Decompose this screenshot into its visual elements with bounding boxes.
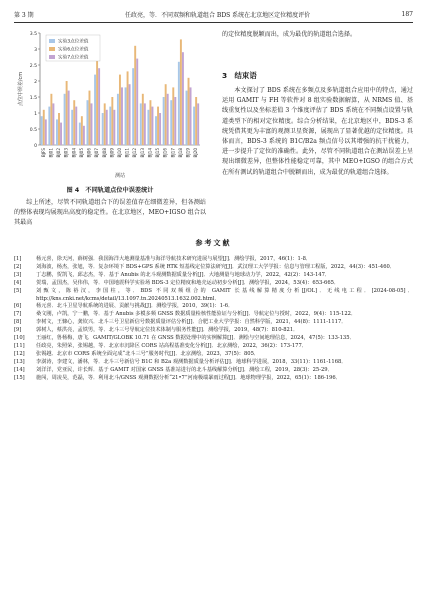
right-column-top xyxy=(222,30,413,40)
x-tick-label: BJ10 xyxy=(117,148,122,158)
running-header xyxy=(14,8,413,20)
reference-number: [3] xyxy=(14,271,22,278)
reference-item xyxy=(14,280,413,288)
x-tick-label: BJ08 xyxy=(101,148,107,158)
bar-BJ15-series-1 xyxy=(157,107,159,145)
bar-BJ11-series-1 xyxy=(127,71,129,145)
bar-BJ09-series-1 xyxy=(111,97,113,145)
bar-BJ06-series-2 xyxy=(91,103,93,145)
x-tick-label: BJ16 xyxy=(162,148,168,158)
bar-BJ16-series-2 xyxy=(167,94,169,145)
bar-BJ19-series-1 xyxy=(188,78,190,145)
y-axis-label: 点位中误差/cm xyxy=(18,71,24,107)
legend-entry: 实验6点位差值 xyxy=(58,47,89,53)
reference-number: [12] xyxy=(14,350,25,357)
bar-BJ08-series-1 xyxy=(104,103,106,145)
reference-number: [1] xyxy=(14,256,22,262)
bar-BJ17-series-1 xyxy=(172,87,174,145)
y-tick-label: 2 xyxy=(34,79,37,85)
issue-label: 第 3 期 xyxy=(14,11,34,19)
reference-item xyxy=(14,359,413,367)
bar-BJ07-series-2 xyxy=(98,68,100,145)
x-tick-label: BJ13 xyxy=(139,148,145,158)
bar-BJ18-series-2 xyxy=(182,52,184,145)
reference-list xyxy=(14,256,413,383)
bar-BJ09-series-2 xyxy=(113,110,115,145)
bar-BJ12-series-2 xyxy=(136,59,138,145)
reference-item xyxy=(14,288,413,304)
bar-BJ19-series-0 xyxy=(186,91,188,145)
reference-item xyxy=(14,367,413,375)
bar-BJ14-series-1 xyxy=(149,100,151,145)
figure-4 xyxy=(14,27,206,179)
bar-BJ14-series-2 xyxy=(151,107,153,145)
bar-BJ20-series-2 xyxy=(197,103,199,145)
bar-BJ04-series-1 xyxy=(73,100,75,145)
reference-text: 贺瑞，孟国杰，吴伟伟，等．中国地震科学实验场 BDS-3 定位精度和地壳运动初步分析[J]．测绘学报，2024，53(4)：653-665． xyxy=(36,279,340,286)
reference-number: [8] xyxy=(14,319,22,326)
bar-BJFS-series-2 xyxy=(45,119,47,145)
reference-item xyxy=(14,272,413,280)
x-tick-label: BJ07 xyxy=(94,148,100,158)
reference-text: 刘甄文，陈裕汉，李国柱，等．BDS 不同双频组合的 GAMIT 长基线解算精度分析[J/OL]．无线电工程．[2024-08-05]．http://kns.cnki.net/kcms/detail/13.1097.tn.20240513.1632.002.html． xyxy=(36,287,413,302)
y-tick-label: 3 xyxy=(34,47,37,53)
reference-text: 李澍涛，李建文，潘林，等．北斗三号新信号 B1C 和 B2a 观测数据质量分析评估[J]．地球科学进展，2018，33(11)：1161-1168． xyxy=(36,358,347,365)
section-3-title: 3 结束语 xyxy=(222,71,257,80)
bar-BJ16-series-0 xyxy=(163,97,165,145)
bar-BJ17-series-0 xyxy=(170,100,172,145)
reference-item xyxy=(14,375,413,383)
bar-BJ09-series-0 xyxy=(109,107,111,145)
bar-BJ20-series-0 xyxy=(193,107,195,145)
bar-BJ10-series-1 xyxy=(119,75,121,145)
y-tick-label: 1 xyxy=(34,111,37,117)
bar-BJ04-series-2 xyxy=(75,107,77,145)
x-tick-label: BJ17 xyxy=(170,148,176,158)
reference-text: 郭树人，蔡洪亮，孟铁男，等．北斗三号导航定位技术体制与服务性能[J]．测绘学报，2019，48(7)：810-821． xyxy=(36,327,299,334)
bar-BJ05-series-2 xyxy=(83,126,85,145)
reference-number: [13] xyxy=(14,358,25,365)
bar-BJ05-series-0 xyxy=(79,123,81,145)
y-tick-label: 0 xyxy=(34,143,37,149)
reference-number: [5] xyxy=(14,287,22,294)
bar-BJ01-series-1 xyxy=(50,94,52,145)
references-title: 参考文献 xyxy=(195,239,232,247)
x-tick-label: BJ15 xyxy=(155,148,161,158)
bar-BJ11-series-2 xyxy=(129,84,131,145)
x-tick-label: BJ14 xyxy=(147,148,153,158)
bar-BJ15-series-0 xyxy=(155,116,157,145)
reference-number: [9] xyxy=(14,327,22,334)
bar-BJ16-series-1 xyxy=(165,84,167,145)
bar-BJFS-series-1 xyxy=(43,110,45,145)
x-tick-label: BJ06 xyxy=(86,148,92,158)
left-paragraph: 综上所述，尽管不同轨道组合下的误差值存在细微差异，但各测站的整体表现均展现出高度的稳定性。在北京地区，MEO+IGSO 组合以其最高 xyxy=(14,199,206,227)
y-tick-label: 1.5 xyxy=(29,95,37,101)
reference-number: [6] xyxy=(14,303,22,310)
bar-BJ02-series-0 xyxy=(56,119,58,145)
x-tick-label: BJ01 xyxy=(48,148,54,158)
y-tick-label: 0.5 xyxy=(29,127,37,133)
bar-BJ13-series-0 xyxy=(140,103,142,145)
bar-BJ10-series-0 xyxy=(117,94,119,145)
bar-BJ06-series-0 xyxy=(86,100,88,145)
figure-caption: 图 4 不同轨道点位中误差统计 xyxy=(66,187,154,194)
bar-BJ17-series-2 xyxy=(174,97,176,145)
bar-BJ04-series-0 xyxy=(71,110,73,145)
x-tick-label: BJ04 xyxy=(71,148,77,158)
bar-BJ03-series-0 xyxy=(64,94,66,145)
header-rule xyxy=(14,22,413,23)
reference-item xyxy=(14,319,413,327)
x-tick-label: BJ02 xyxy=(56,148,62,158)
reference-text: 丁志鹏，贺凯飞，邱志杰，等．基于 Anubis 的北斗观测数据质量分析[J]．大地测量与地球动力学，2022，42(2)：143-147． xyxy=(36,271,331,278)
reference-text: 任政亮，朱照荣，张锡越，等．北京市沉降区 CORS 站高程基准变化分析[J]．北京测绘，2022，36(2)：173-177． xyxy=(36,342,307,349)
x-tick-label: BJ09 xyxy=(109,148,115,158)
bar-BJ20-series-1 xyxy=(195,97,197,145)
right-continuation: 的定位精度脱颖而出，成为最优的轨道组合选择。 xyxy=(222,31,357,38)
conclusion-paragraph: 本文探讨了 BDS 系统在多频点及多轨道组合应用中的特点，通过运用 GAMIT 与 FH 等软件对 8 组实验数据解算，从 NRMS 值、基线重复性以及坐标差值 3 个维度评估了 BDS 系统在不同频点设置与轨道类型下的相对定位精度。综合分析结果，在北京地区中，BDS-3 系统凭借其更为丰富的观测卫星资源，展现出了显著优越的定位精度。具体而言，BDS-3 系统的 B1C/B2a 频点信号以其增强的抗干扰能力，进一步提升了定位的准确性。此外，尽管不同轨道组合在测站误差上呈现出细微差异，但整体性能稳定可靠，其中 MEO+IGSO 的组合方式在所有测试的轨道组合中脱颖而出，成为最优的轨道组合选择。 xyxy=(222,87,413,176)
reference-number: [10] xyxy=(14,335,25,342)
x-tick-label: BJ11 xyxy=(124,148,130,158)
bar-BJ06-series-1 xyxy=(89,91,91,145)
bar-BJ14-series-0 xyxy=(147,110,149,145)
x-tick-label: BJ20 xyxy=(193,148,199,158)
reference-item xyxy=(14,264,413,272)
section-3-body xyxy=(222,86,413,178)
bar-BJ07-series-0 xyxy=(94,75,96,145)
reference-item xyxy=(14,351,413,359)
x-tick-label: BJFS xyxy=(40,148,46,158)
y-tick-label: 2.5 xyxy=(29,63,37,69)
bar-BJ12-series-0 xyxy=(132,68,134,145)
bar-BJ18-series-0 xyxy=(178,62,180,145)
running-title: 任政亮，等．不同双频和轨道组合 BDS 系统在北京地区定位精度评价 xyxy=(125,11,311,19)
reference-item xyxy=(14,335,413,343)
bar-BJ08-series-2 xyxy=(106,110,108,145)
left-column-text xyxy=(14,198,206,229)
reference-text: 刘洋洋，党亚民，许长辉．基于 GAMIT 对国家 GNSS 基准站进行的北斗基线解算分析[J]．测绘工程，2019，28(3)：25-29． xyxy=(36,366,333,373)
page-number: 187 xyxy=(401,10,413,18)
x-axis-label: 测站 xyxy=(114,173,126,179)
reference-text: 王丽红，鲁杨梅，唐飞．GAMIT/GLOBK 10.71 在 GNSS 数据处理中的实例解算[J]．测绘与空间地理信息，2024，47(5)：133-135． xyxy=(36,335,355,342)
reference-number: [7] xyxy=(14,311,22,318)
reference-item xyxy=(14,256,413,264)
bar-BJ15-series-2 xyxy=(159,113,161,145)
x-tick-label: BJ12 xyxy=(132,148,138,158)
bar-BJ18-series-1 xyxy=(180,39,182,145)
bar-BJ01-series-0 xyxy=(48,107,50,145)
bar-BJ07-series-1 xyxy=(96,55,98,145)
reference-number: [15] xyxy=(14,374,25,381)
reference-text: 刘海波，杨杰，张旭，等．复杂环境下 BDS+GPS 系统 RTK 短基线定位算法研究[J]．武汉理工大学学报：信息与管理工程版，2022，44(3)：451-460． xyxy=(36,263,396,270)
bar-BJ19-series-2 xyxy=(190,87,192,145)
x-tick-label: BJ19 xyxy=(185,148,191,158)
x-tick-label: BJ05 xyxy=(78,148,84,158)
legend-entry: 实验3点位差值 xyxy=(58,39,89,45)
reference-item xyxy=(14,327,413,335)
legend-swatch xyxy=(49,55,55,59)
bar-BJ02-series-2 xyxy=(60,123,62,145)
bar-BJ12-series-1 xyxy=(134,46,136,145)
bar-BJ01-series-2 xyxy=(52,103,54,145)
reference-text: 杨元喜．北斗卫星导航系统的进展、贡献与挑战[J]．测绘学报，2010，39(1)：1-6． xyxy=(36,303,234,310)
bar-BJ13-series-1 xyxy=(142,94,144,145)
reference-text: 杨元喜，徐天河，薛树强．我国海洋大地测量基准与海洋导航技术研究进展与展望[J]．测绘学报，2017，46(1)：1-8． xyxy=(36,256,312,262)
x-tick-label: BJ18 xyxy=(177,148,183,158)
bar-BJ13-series-2 xyxy=(144,103,146,145)
reference-number: [2] xyxy=(14,263,22,270)
bar-BJ05-series-1 xyxy=(81,116,83,145)
reference-number: [11] xyxy=(14,342,25,349)
bar-BJ03-series-1 xyxy=(66,81,68,145)
bar-BJ02-series-1 xyxy=(58,113,60,145)
reference-text: 张锡越．北京市 CORS 系统全面完成“北斗三号”服务时代[J]．北京测绘，2023，37(5)：805． xyxy=(36,350,260,357)
legend-swatch xyxy=(49,47,55,51)
y-tick-label: 3.5 xyxy=(29,31,37,37)
x-tick-label: BJ03 xyxy=(63,148,69,158)
reference-text: 桑文刚，卢凯，宁一鹏，等．基于 Anubis 多模多频 GNSS 数据质量检核性能验证与分析[J]．导航定位与授时，2022，9(4)：115-122． xyxy=(36,311,357,318)
bar-BJ03-series-2 xyxy=(68,91,70,145)
legend-swatch xyxy=(49,39,55,43)
reference-number: [14] xyxy=(14,366,25,373)
legend-entry: 实验7点位差值 xyxy=(58,55,89,61)
reference-text: 施闯，周凌昊，范磊，等．利用北斗/GNSS 观测数据分析“21•7”河南极端暴雨过程[J]．地球物理学报，2022，65(1)：186-196． xyxy=(36,374,341,381)
bar-BJ11-series-0 xyxy=(125,87,127,145)
bar-BJ08-series-0 xyxy=(102,113,104,145)
bar-BJ10-series-2 xyxy=(121,87,123,145)
bar-BJFS-series-0 xyxy=(41,116,43,145)
reference-item xyxy=(14,343,413,351)
reference-number: [4] xyxy=(14,279,22,286)
reference-text: 李树文，王慷心，龚钦兴．北斗三号卫星新信号数据质量评估分析[J]．合肥工业大学学报：自然科学版，2021，44(8)：1111-1117． xyxy=(36,319,347,326)
bar-chart xyxy=(14,27,206,179)
